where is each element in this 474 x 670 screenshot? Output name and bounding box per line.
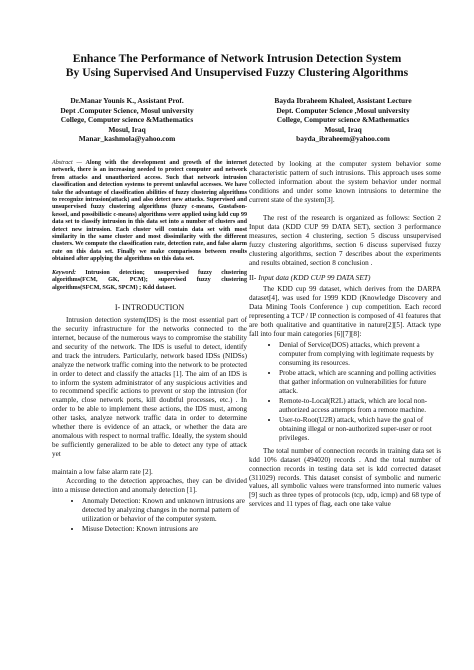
section-number: II-	[249, 273, 257, 283]
intro-paragraph-detection: According to the detection approaches, they can be divided into a misuse detection and anomaly detection [1].	[52, 477, 247, 495]
left-column	[52, 160, 247, 535]
list-item: • Remote-to-Local(R2L) attack, which are local non-authorized access attempts from a remote machine.	[279, 397, 441, 415]
detection-list	[52, 497, 247, 534]
author-city: Mosul, Iraq	[324, 124, 362, 134]
title-line-2: By Using Supervised And Unsupervised Fuzzy Clustering Algorithms	[65, 65, 409, 79]
abstract-text: Along with the development and growth of the internet network, there is an increasing needed to protect computer and network from attacks and unauthorized access. Such that network intrusion classification and detection systems to prevent unlawful accesses. We have take the advantage of classification abilities of fuzzy clustering algorithms to recognize intrusion(attack) and also detect new attacks. Supervised and unsupervised fuzzy clustering algorithms (fuzzy c-means, Gustafson-kessel, and possibilistic c-means) algorithms were applied using kdd cup 99 data set to classify intrusion in this data set into a number of clusters and detect new intrusion. Each cluster will contain data set with most similarity in the same cluster and most dissimilarity with the different clusters. We compute the classification rate, detection rate, and false alarm rate on this data set. Finally we make comparisons between results obtained after applying the algorithms on this data set.	[52, 160, 248, 263]
author-name: Bayda Ibraheem Khaleel, Assistant Lecture	[274, 96, 412, 105]
abstract	[52, 160, 247, 264]
paper-title	[30, 52, 444, 79]
author-email: bayda_ibraheem@yahoo.com	[296, 134, 390, 144]
abstract-label: Abstract —	[52, 160, 82, 166]
list-item: • Denial of Service(DOS) attacks, which prevent a computer from complying with legitimate requests by consuming its resources.	[279, 341, 441, 368]
paragraph-records: The total number of connection records in training data set is kdd 10% dataset (494020) records . And the total number of connection records in testing data set is kdd corrected dataset (311029) records. This dataset consist of symbolic and numeric values, all symbolic values were transformed into numeric values [9] such as three types of protocols (tcp, udp, icmp) and 68 type of services and 11 types of flag, each one take value	[249, 446, 441, 509]
section-heading-input-data	[249, 274, 441, 283]
author-college: College, Computer science &Mathematics	[60, 115, 194, 125]
author-dept: Dept. Computer Science ,Mosul university	[276, 105, 410, 115]
list-item: • Anomaly Detection: Known and unknown intrusions are detected by analyzing changes in the normal pattern of utilization or behavior of the computer system.	[82, 497, 247, 524]
title-line-1: Enhance The Performance of Network Intrusion Detection System	[72, 52, 402, 65]
keywords-label: Keyword:	[52, 269, 77, 276]
section-heading-introduction: I- INTRODUCTION	[114, 302, 185, 312]
section-title: Input data (KDD CUP 99 DATA SET)	[256, 273, 371, 283]
attack-list	[249, 341, 441, 442]
author-city: Mosul, Iraq	[108, 124, 146, 134]
intro-paragraph: Intrusion detection system(IDS) is the most essential part of the security infrastructure for the networks connected to the internet, because of the numerous ways to compromise the stability and security of the network. The IDS is useful to detect, identify and track the intruders. Particularly, network based IDSs (NIDSs) analyze the network traffic coming into the network to be protected in order to detect and classify the attacks [1]. The aim of an IDS is to inform the system administrator of any suspicious activities and to recommend specific actions to prevent or stop the intrusion (for example, close network ports, kill doubtful processes, etc.) . In order to be able to implement these actions, the IDS must, among other tasks, analyze network traffic data in order to determine whether there is evidence of an attack, or whether the data are anomalous with respect to normal traffic. Ideally, the system should be sufficiently generalized to be able to detect any type of attack yet	[52, 315, 247, 459]
author-name: Dr.Manar Younis K., Assistant Prof.	[70, 96, 184, 105]
list-item: • Misuse Detection: Known intrusions are	[82, 525, 247, 534]
author-email: Manar_kashmola@yahoo.com	[78, 134, 176, 144]
keywords-text: Intrusion detection; unsupervised fuzzy clustering algorithms(FCM, GK, PCM); supervised fuzzy clustering algorithms(SFCM, SGK, SPCM) ; Kdd dataset.	[52, 269, 247, 291]
paragraph-misuse-continued: detected by looking at the computer system behavior some characteristic pattern of such intrusions. This approach uses some collected information about the system behavior under normal conditions and under some known intrusions to determine the current state of the system[3].	[249, 160, 441, 204]
intro-paragraph-continued: maintain a low false alarm rate [2].	[52, 468, 153, 477]
paragraph-kdd-dataset: The KDD cup 99 dataset, which derives from the DARPA dataset[4], was used for 1999 KDD (Knowledge Discovery and Data Mining Tools Conference ) cup competition. Each record representing a TCP / IP connection is composed of 41 features that are both qualitative and quantitative in nature[2][5]. Attack type fall into four main categories [6][7][8]:	[249, 285, 441, 339]
keywords	[52, 270, 247, 292]
list-item: • User-to-Root(U2R) attack, which have the goal of obtaining illegal or non-authorized super-user or root privileges.	[279, 416, 441, 443]
author-college: College, Computer science &Mathematics	[276, 115, 410, 125]
author-dept: Dept .Computer Science, Mosul university	[60, 105, 194, 115]
author-block-1	[22, 96, 232, 144]
list-item: • Probe attack, which are scanning and polling activities that gather information on vulnerabilities for future attack.	[279, 369, 441, 396]
author-block-2	[238, 96, 448, 144]
paragraph-organization: The rest of the research is organized as follows: Section 2 Input data (KDD CUP 99 DATA SET), section 3 performance measures, section 4 clustering, section 5 discuss unsupervised fuzzy clustering algorithms, section 6 discuss supervised fuzzy clustering algorithms, section 7 describes about the experiments and results obtained, section 8 conclusion .	[249, 213, 441, 267]
right-column	[249, 160, 441, 509]
